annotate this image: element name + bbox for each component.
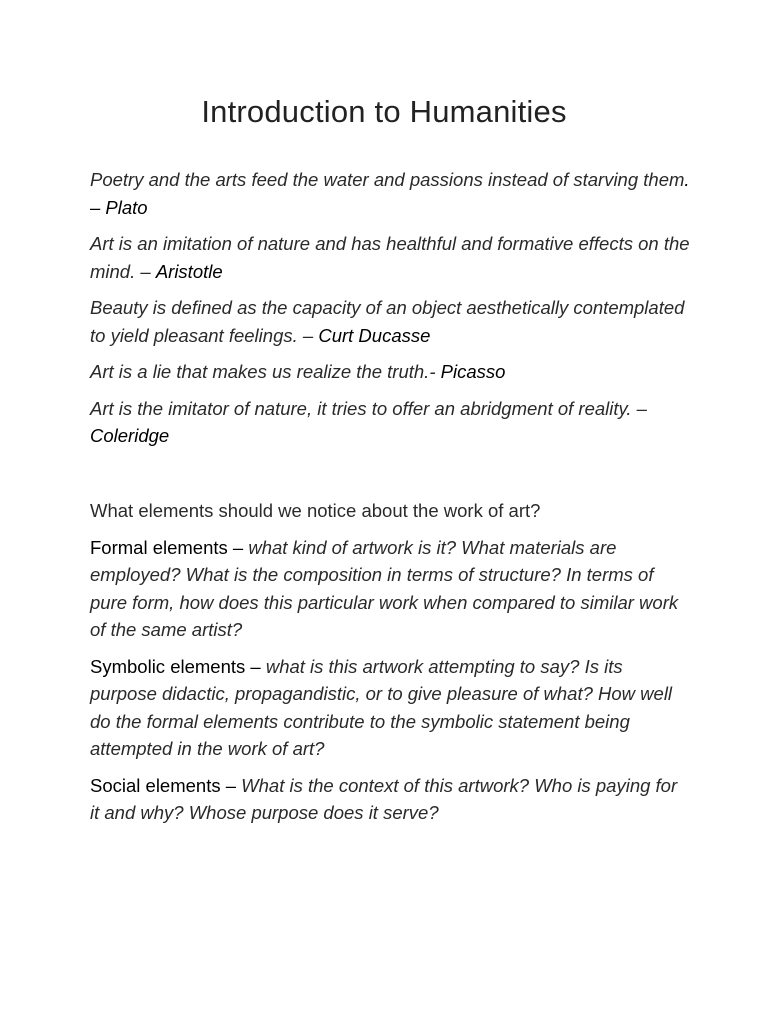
quote-author: Aristotle: [155, 260, 223, 282]
element-description: What is the context of this artwork? Who is paying for it and why? Whose purpose does it serve?: [90, 774, 678, 823]
elements-section: [90, 497, 690, 836]
quote-author: Coleridge: [90, 425, 170, 446]
formal-elements: [90, 534, 690, 644]
quote-text: Art is an imitation of nature and has healthful and formative effects on the mind. –: [90, 233, 690, 282]
quote-ducasse: [90, 294, 690, 349]
element-label: Symbolic elements –: [90, 655, 266, 677]
quote-picasso: [90, 358, 690, 386]
section-question: What elements should we notice about the work of art?: [90, 500, 541, 521]
quote-text: Poetry and the arts feed the water and passions instead of starving them: [90, 169, 685, 190]
element-label: Formal elements –: [90, 536, 249, 558]
element-label: Social elements –: [90, 774, 242, 796]
quote-coleridge: [90, 395, 690, 450]
page-title: Introduction to Humanities: [201, 94, 567, 129]
element-description: what is this artwork attempting to say? Is its purpose didactic, propagandistic, or to give pleasure of what? How well do the formal elements contribute to the symbolic statement being attempted in the work of art?: [90, 655, 673, 759]
quote-author: Picasso: [440, 361, 506, 382]
social-elements: [90, 772, 690, 827]
symbolic-elements: [90, 653, 690, 763]
quote-text: Art is a lie that makes us realize the truth.-: [90, 361, 441, 382]
quotes-section: [90, 166, 690, 459]
quote-author: . – Plato: [90, 169, 690, 218]
element-description: what kind of artwork is it? What materials are employed? What is the composition in terms of structure? In terms of pure form, how does this particular work when compared to similar work of the same artist?: [90, 536, 679, 640]
quote-plato: [90, 166, 690, 221]
quote-text: Art is the imitator of nature, it tries to offer an abridgment of reality. –: [90, 397, 647, 419]
quote-text: Beauty is defined as the capacity of an object aesthetically contemplated to yield pleasant feelings. –: [90, 297, 685, 346]
quote-author: Curt Ducasse: [318, 324, 431, 346]
quote-aristotle: [90, 230, 690, 285]
